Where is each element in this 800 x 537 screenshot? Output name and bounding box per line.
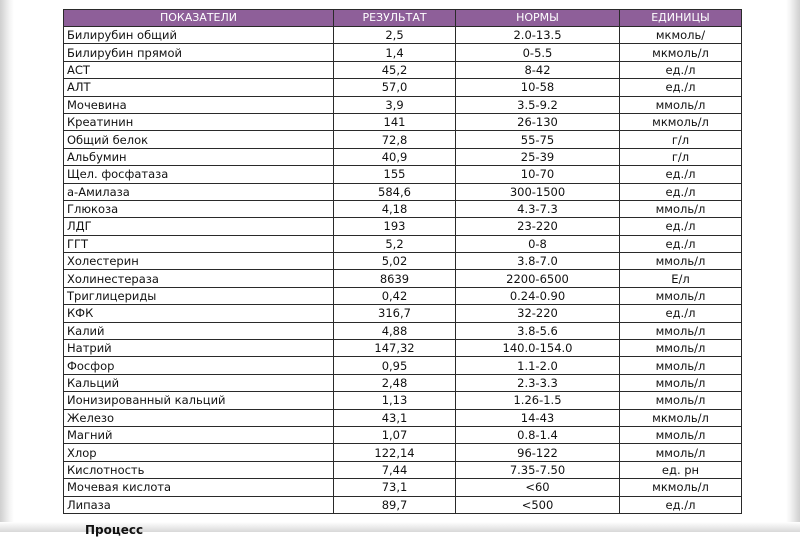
result-cell: 3,9 <box>334 96 456 113</box>
norm-cell: 0.24-0.90 <box>456 287 620 304</box>
norm-cell: <500 <box>456 496 620 513</box>
indicator-cell: Щел. фосфатаза <box>64 166 334 183</box>
indicator-cell: Липаза <box>64 496 334 513</box>
unit-cell: ммоль/л <box>620 200 742 217</box>
norm-cell: 300-1500 <box>456 183 620 200</box>
indicator-cell: Билирубин общий <box>64 27 334 44</box>
indicator-cell: АЛТ <box>64 79 334 96</box>
result-cell: 89,7 <box>334 496 456 513</box>
table-row <box>64 496 742 513</box>
norm-cell: 2.0-13.5 <box>456 27 620 44</box>
header-norms: НОРМЫ <box>456 10 620 27</box>
result-cell: 8639 <box>334 270 456 287</box>
result-cell: 57,0 <box>334 79 456 96</box>
lab-results-table <box>63 9 742 514</box>
indicator-cell: Ионизированный кальций <box>64 392 334 409</box>
result-cell: 43,1 <box>334 409 456 426</box>
norm-cell: 55-75 <box>456 131 620 148</box>
result-cell: 147,32 <box>334 340 456 357</box>
indicator-cell: АСТ <box>64 61 334 78</box>
norm-cell: 32-220 <box>456 305 620 322</box>
indicator-cell: Мочевина <box>64 96 334 113</box>
result-cell: 4,88 <box>334 322 456 339</box>
unit-cell: ед./л <box>620 183 742 200</box>
table-row <box>64 392 742 409</box>
header-units: ЕДИНИЦЫ <box>620 10 742 27</box>
unit-cell: ммоль/л <box>620 357 742 374</box>
norm-cell: 1.1-2.0 <box>456 357 620 374</box>
table-row <box>64 357 742 374</box>
table-row <box>64 148 742 165</box>
table-row <box>64 461 742 478</box>
table-row <box>64 218 742 235</box>
indicator-cell: ГГТ <box>64 235 334 252</box>
indicator-cell: Альбумин <box>64 148 334 165</box>
table-row <box>64 183 742 200</box>
unit-cell: г/л <box>620 131 742 148</box>
unit-cell: ед./л <box>620 235 742 252</box>
result-cell: 193 <box>334 218 456 235</box>
result-cell: 0,42 <box>334 287 456 304</box>
table-row <box>64 235 742 252</box>
table-row <box>64 113 742 130</box>
table-row <box>64 44 742 61</box>
table-row <box>64 322 742 339</box>
result-cell: 45,2 <box>334 61 456 78</box>
result-cell: 7,44 <box>334 461 456 478</box>
header-row <box>64 10 742 27</box>
indicator-cell: Креатинин <box>64 113 334 130</box>
norm-cell: 7.35-7.50 <box>456 461 620 478</box>
unit-cell: ммоль/л <box>620 287 742 304</box>
result-cell: 584,6 <box>334 183 456 200</box>
result-cell: 1,07 <box>334 426 456 443</box>
table-row <box>64 444 742 461</box>
unit-cell: ед./л <box>620 496 742 513</box>
indicator-cell: Хлор <box>64 444 334 461</box>
table-row <box>64 79 742 96</box>
indicator-cell: Магний <box>64 426 334 443</box>
norm-cell: 1.26-1.5 <box>456 392 620 409</box>
indicator-cell: Калий <box>64 322 334 339</box>
table-row <box>64 253 742 270</box>
unit-cell: мкмоль/л <box>620 409 742 426</box>
indicator-cell: КФК <box>64 305 334 322</box>
indicator-cell: Фосфор <box>64 357 334 374</box>
indicator-cell: Билирубин прямой <box>64 44 334 61</box>
unit-cell: ед./л <box>620 305 742 322</box>
norm-cell: 2.3-3.3 <box>456 374 620 391</box>
norm-cell: 0-5.5 <box>456 44 620 61</box>
unit-cell: ммоль/л <box>620 96 742 113</box>
norm-cell: 10-70 <box>456 166 620 183</box>
unit-cell: мкмоль/л <box>620 479 742 496</box>
table-row <box>64 305 742 322</box>
unit-cell: мкмоль/ <box>620 27 742 44</box>
unit-cell: ммоль/л <box>620 340 742 357</box>
indicator-cell: Триглицериды <box>64 287 334 304</box>
indicator-cell: Мочевая кислота <box>64 479 334 496</box>
norm-cell: 140.0-154.0 <box>456 340 620 357</box>
result-cell: 5,2 <box>334 235 456 252</box>
result-cell: 5,02 <box>334 253 456 270</box>
unit-cell: мкмоль/л <box>620 113 742 130</box>
indicator-cell: Железо <box>64 409 334 426</box>
table-row <box>64 27 742 44</box>
unit-cell: ммоль/л <box>620 253 742 270</box>
norm-cell: 96-122 <box>456 444 620 461</box>
unit-cell: ммоль/л <box>620 374 742 391</box>
header-indicator: ПОКАЗАТЕЛИ <box>64 10 334 27</box>
indicator-cell: Натрий <box>64 340 334 357</box>
result-cell: 316,7 <box>334 305 456 322</box>
norm-cell: 3.5-9.2 <box>456 96 620 113</box>
result-cell: 1,4 <box>334 44 456 61</box>
table-body <box>64 27 742 514</box>
unit-cell: мкмоль/л <box>620 44 742 61</box>
result-cell: 72,8 <box>334 131 456 148</box>
result-cell: 1,13 <box>334 392 456 409</box>
norm-cell: 10-58 <box>456 79 620 96</box>
unit-cell: Е/л <box>620 270 742 287</box>
table-row <box>64 200 742 217</box>
unit-cell: ммоль/л <box>620 392 742 409</box>
table-row <box>64 409 742 426</box>
norm-cell: 25-39 <box>456 148 620 165</box>
result-cell: 73,1 <box>334 479 456 496</box>
norm-cell: 8-42 <box>456 61 620 78</box>
indicator-cell: а-Амилаза <box>64 183 334 200</box>
footer-heading: Процесс <box>85 523 144 537</box>
unit-cell: ед. рн <box>620 461 742 478</box>
table-row <box>64 166 742 183</box>
indicator-cell: Холестерин <box>64 253 334 270</box>
table-row <box>64 287 742 304</box>
result-cell: 0,95 <box>334 357 456 374</box>
norm-cell: 0.8-1.4 <box>456 426 620 443</box>
unit-cell: ед./л <box>620 218 742 235</box>
page-shadow-left <box>0 0 14 532</box>
norm-cell: 2200-6500 <box>456 270 620 287</box>
indicator-cell: Кальций <box>64 374 334 391</box>
norm-cell: <60 <box>456 479 620 496</box>
norm-cell: 3.8-5.6 <box>456 322 620 339</box>
norm-cell: 4.3-7.3 <box>456 200 620 217</box>
result-cell: 4,18 <box>334 200 456 217</box>
indicator-cell: ЛДГ <box>64 218 334 235</box>
table-row <box>64 131 742 148</box>
norm-cell: 14-43 <box>456 409 620 426</box>
indicator-cell: Холинестераза <box>64 270 334 287</box>
table-row <box>64 96 742 113</box>
norm-cell: 0-8 <box>456 235 620 252</box>
unit-cell: ммоль/л <box>620 322 742 339</box>
indicator-cell: Общий белок <box>64 131 334 148</box>
unit-cell: ед./л <box>620 79 742 96</box>
norm-cell: 26-130 <box>456 113 620 130</box>
table-row <box>64 61 742 78</box>
table-header <box>64 10 742 27</box>
table-row <box>64 270 742 287</box>
unit-cell: ед./л <box>620 61 742 78</box>
unit-cell: ммоль/л <box>620 426 742 443</box>
header-result: РЕЗУЛЬТАТ <box>334 10 456 27</box>
unit-cell: г/л <box>620 148 742 165</box>
result-cell: 155 <box>334 166 456 183</box>
result-cell: 40,9 <box>334 148 456 165</box>
norm-cell: 3.8-7.0 <box>456 253 620 270</box>
indicator-cell: Кислотность <box>64 461 334 478</box>
result-cell: 2,5 <box>334 27 456 44</box>
indicator-cell: Глюкоза <box>64 200 334 217</box>
table-row <box>64 340 742 357</box>
table-row <box>64 374 742 391</box>
result-cell: 2,48 <box>334 374 456 391</box>
table-row <box>64 479 742 496</box>
result-cell: 122,14 <box>334 444 456 461</box>
unit-cell: ед./л <box>620 166 742 183</box>
result-cell: 141 <box>334 113 456 130</box>
table-row <box>64 426 742 443</box>
norm-cell: 23-220 <box>456 218 620 235</box>
unit-cell: ммоль/л <box>620 444 742 461</box>
page-shadow-right <box>786 0 800 532</box>
